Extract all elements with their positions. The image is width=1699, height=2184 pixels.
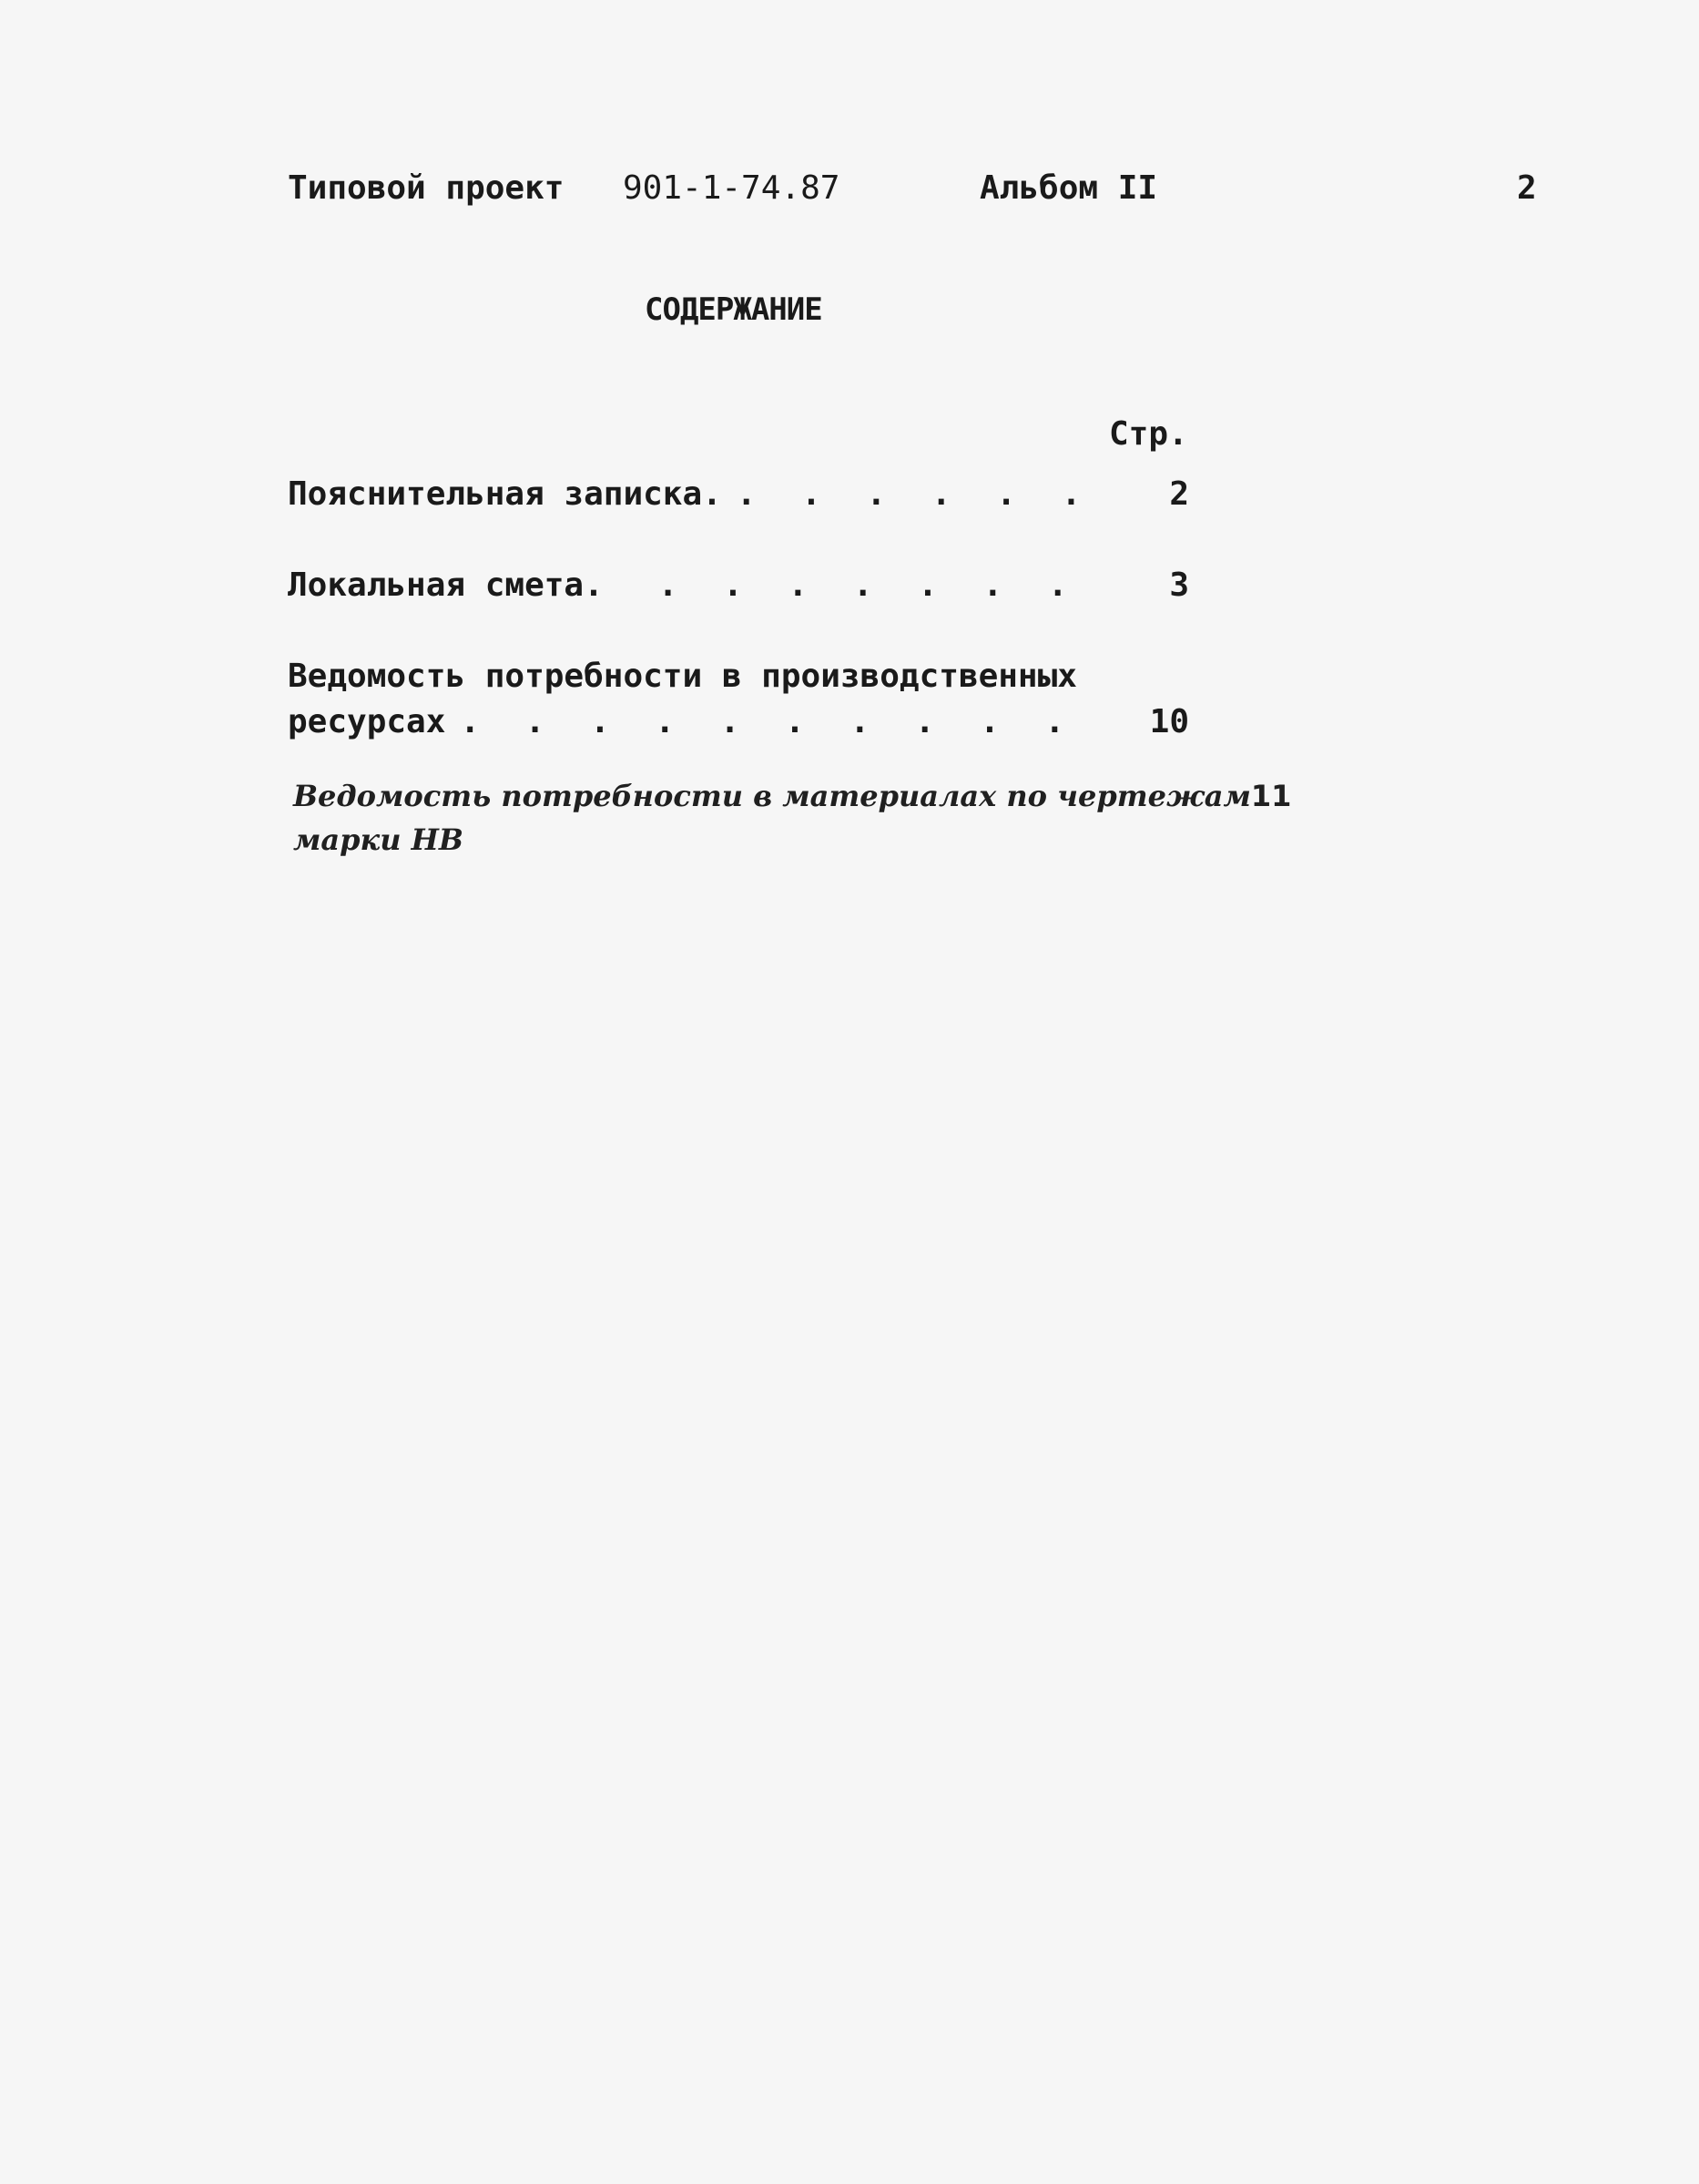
project-label: Типовой проект (288, 169, 565, 207)
toc-entry-page: 3 (1169, 566, 1189, 604)
toc-entry-title: Локальная смета. (288, 566, 604, 604)
project-code: 901-1-74.87 (623, 169, 840, 207)
contents-title: СОДЕРЖАНИЕ (645, 291, 822, 328)
document-header (288, 169, 1544, 224)
toc-entry-title-line1: Ведомость потребности в производственных (288, 658, 1077, 695)
toc-entry (288, 658, 1189, 749)
toc-entry (288, 566, 1189, 612)
handwritten-entry-title-line2: марки НВ (293, 822, 463, 857)
handwritten-entry-title-line1: Ведомость потребности в материалах по чертежам (293, 779, 1251, 813)
page-number: 2 (1517, 169, 1537, 207)
handwritten-toc-entry (293, 774, 1292, 862)
album-label: Альбом II (980, 169, 1158, 207)
page-column-label: Стр. (1109, 415, 1188, 453)
toc-entry-page: 2 (1169, 475, 1189, 513)
toc-entry-page: 10 (1149, 703, 1189, 740)
dot-leader (460, 703, 1116, 740)
toc-entry-title-line2: ресурсах (288, 703, 446, 740)
handwritten-entry-page: 11 (1250, 779, 1292, 813)
toc-entry-title: Пояснительная записка. (288, 475, 722, 513)
toc-entry (288, 475, 1189, 521)
dot-leader (737, 475, 1116, 513)
dot-leader (658, 566, 1116, 604)
